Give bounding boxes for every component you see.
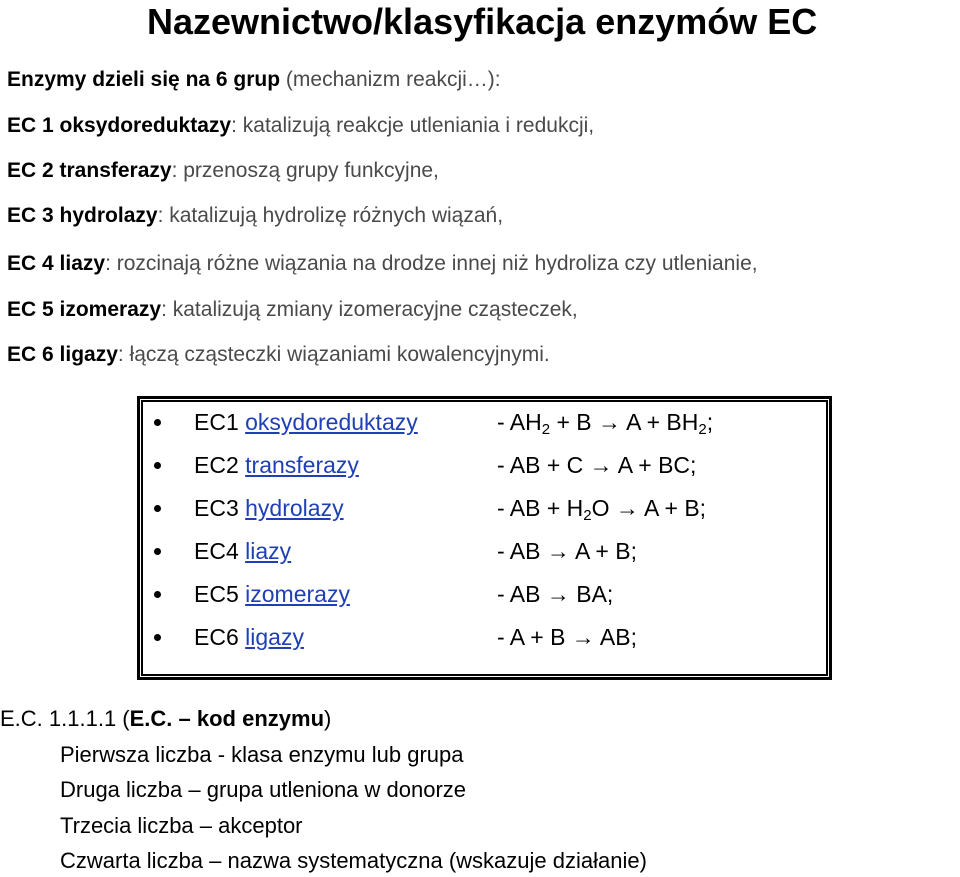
ec-digit-desc-4: Czwarta liczba – nazwa systematyczna (wskazuje działanie)	[60, 848, 647, 873]
class-line-3	[7, 202, 503, 230]
bullet-icon	[154, 419, 161, 426]
reaction-equation: - AB + $H_2O \to A + B$;	[497, 495, 707, 524]
bullet-icon	[154, 548, 161, 555]
class-line-5	[7, 296, 578, 324]
ec-digit-desc-3: Trzecia liczba – akceptor	[60, 813, 303, 838]
reaction-table-box	[137, 396, 832, 680]
reaction-equation: - AB + C → A + BC;	[497, 452, 697, 478]
reaction-equation: - $AH_2 + B \to A + BH_2$;	[497, 409, 714, 438]
enzyme-link-transferazy[interactable]: transferazy	[245, 452, 359, 478]
ec-code-label: E.C. – kod enzymu	[129, 706, 325, 731]
class-line-6	[7, 341, 550, 369]
class-desc: : przenoszą grupy funkcyjne,	[171, 159, 439, 182]
class-name: EC 3 hydrolazy	[7, 204, 158, 227]
ec-code: EC6	[194, 624, 246, 650]
page-title: Nazewnictwo/klasyfikacja enzymów EC	[147, 1, 818, 42]
class-desc: : rozcinają różne wiązania na drodze innej niż hydroliza czy utlenianie,	[105, 252, 758, 275]
reaction-equation: - AB → A + B;	[497, 538, 637, 564]
enzyme-link-ligazy[interactable]: ligazy	[245, 624, 304, 650]
class-line-4	[7, 250, 758, 278]
intro-line	[7, 66, 501, 94]
class-name: EC 2 transferazy	[7, 159, 172, 182]
ec-code: EC2	[194, 452, 246, 478]
class-desc: : katalizują reakcje utleniania i redukcji,	[231, 114, 595, 137]
class-name: EC 5 izomerazy	[7, 298, 162, 321]
bullet-icon	[154, 591, 161, 598]
reaction-equation: - AB → BA;	[497, 581, 614, 607]
ec-digit-desc-1: Pierwsza liczba - klasa enzymu lub grupa	[60, 742, 464, 767]
enzyme-link-izomerazy[interactable]: izomerazy	[245, 581, 350, 607]
ec-number-heading: E.C. 1.1.1.1 (E.C. – kod enzymu)	[0, 706, 332, 731]
intro-bold: Enzymy dzieli się na 6 grup	[7, 68, 281, 91]
ec-digit-desc-2: Druga liczba – grupa utleniona w donorze	[60, 777, 467, 802]
reaction-equation: - A + B → AB;	[497, 624, 637, 650]
bullet-icon	[154, 462, 161, 469]
bullet-icon	[154, 634, 161, 641]
ec-code: EC3	[194, 495, 246, 521]
class-desc: : łączą cząsteczki wiązaniami kowalencyjnymi.	[117, 343, 550, 366]
class-desc: : katalizują zmiany izomeracyjne cząsteczek,	[161, 298, 578, 321]
intro-rest: (mechanizm reakcji…):	[280, 68, 501, 91]
enzyme-link-hydrolazy[interactable]: hydrolazy	[245, 495, 344, 521]
ec-code: EC4	[194, 538, 246, 564]
ec-code: EC5	[194, 581, 246, 607]
ec-example-code: E.C. 1.1.1.1 (	[0, 706, 130, 731]
class-name: EC 4 liazy	[7, 252, 106, 275]
class-line-2	[7, 157, 439, 185]
class-name: EC 6 ligazy	[7, 343, 118, 366]
class-desc: : katalizują hydrolizę różnych wiązań,	[157, 204, 504, 227]
enzyme-link-liazy[interactable]: liazy	[245, 538, 292, 564]
class-name: EC 1 oksydoreduktazy	[7, 114, 232, 137]
enzyme-link-oksydoreduktazy[interactable]: oksydoreduktazy	[245, 409, 418, 435]
bullet-icon	[154, 505, 161, 512]
ec-code: EC1	[194, 409, 246, 435]
class-line-1	[7, 112, 594, 140]
